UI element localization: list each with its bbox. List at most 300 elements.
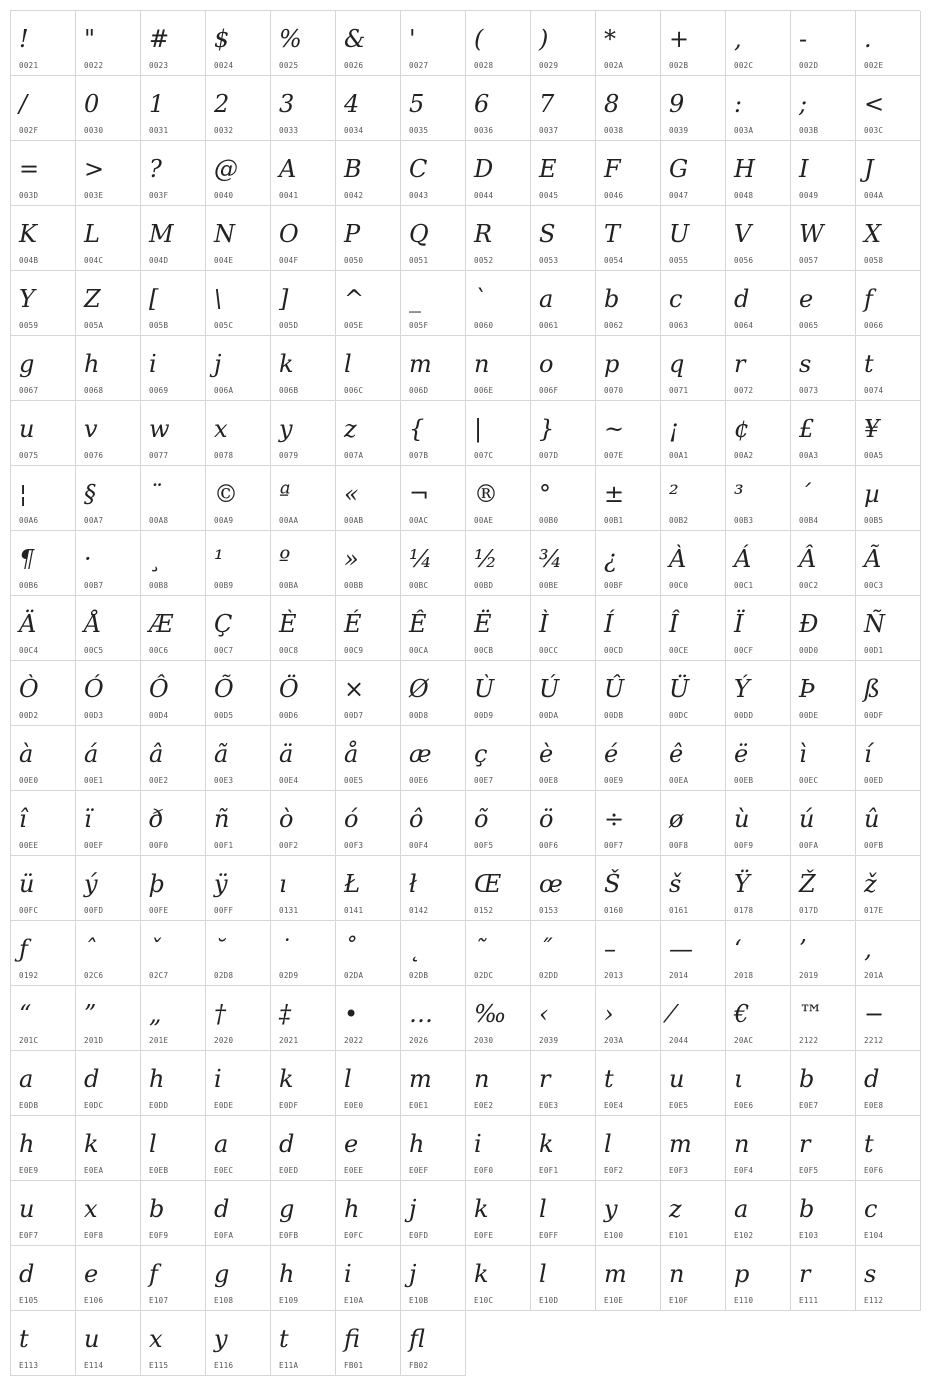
glyph-cell xyxy=(141,76,206,141)
glyph-code: 00F3 xyxy=(344,841,364,850)
glyph-char: é xyxy=(604,740,619,768)
glyph-code: E114 xyxy=(84,1361,104,1370)
glyph-cell xyxy=(76,791,141,856)
glyph-char: l xyxy=(344,1065,352,1093)
glyph-char: , xyxy=(734,25,742,53)
glyph-cell xyxy=(531,336,596,401)
glyph-cell xyxy=(466,791,531,856)
glyph-cell xyxy=(661,271,726,336)
glyph-cell xyxy=(856,1181,921,1246)
glyph-cell xyxy=(531,531,596,596)
glyph-code: 007A xyxy=(344,451,364,460)
glyph-char: ë xyxy=(734,740,749,768)
glyph-cell xyxy=(856,466,921,531)
glyph-char: Ç xyxy=(214,610,233,638)
glyph-code: E0FF xyxy=(539,1231,559,1240)
glyph-cell xyxy=(791,141,856,206)
glyph-code: 00DC xyxy=(669,711,689,720)
glyph-cell xyxy=(466,726,531,791)
glyph-code: E0DC xyxy=(84,1101,104,1110)
glyph-cell xyxy=(206,206,271,271)
glyph-char: & xyxy=(344,25,366,53)
glyph-char: h xyxy=(409,1130,425,1158)
glyph-char: ø xyxy=(669,805,684,833)
glyph-char: Ü xyxy=(669,675,690,703)
glyph-char: u xyxy=(84,1325,100,1353)
glyph-char: „ xyxy=(149,1000,162,1028)
glyph-char: t xyxy=(864,1130,874,1158)
glyph-code: 00E5 xyxy=(344,776,364,785)
glyph-code: 0040 xyxy=(214,191,234,200)
glyph-code: 0047 xyxy=(669,191,689,200)
glyph-char: h xyxy=(149,1065,165,1093)
glyph-char: < xyxy=(864,90,885,118)
glyph-code: 00B5 xyxy=(864,516,884,525)
glyph-cell xyxy=(206,401,271,466)
glyph-code: 00D2 xyxy=(19,711,39,720)
glyph-char: ã xyxy=(214,740,229,768)
glyph-code: 2019 xyxy=(799,971,819,980)
glyph-cell xyxy=(791,596,856,661)
glyph-char: Ù xyxy=(474,675,495,703)
glyph-code: E116 xyxy=(214,1361,234,1370)
glyph-cell xyxy=(466,531,531,596)
glyph-code: E115 xyxy=(149,1361,169,1370)
glyph-cell xyxy=(661,1051,726,1116)
glyph-char: + xyxy=(669,25,690,53)
glyph-code: 00D8 xyxy=(409,711,429,720)
glyph-cell xyxy=(336,531,401,596)
glyph-code: 00E9 xyxy=(604,776,624,785)
glyph-char: › xyxy=(604,1000,614,1028)
glyph-cell xyxy=(726,271,791,336)
glyph-char: × xyxy=(344,675,365,703)
glyph-char: r xyxy=(734,350,746,378)
glyph-code: E0DD xyxy=(149,1101,169,1110)
glyph-char: k xyxy=(539,1130,554,1158)
glyph-code: 00C3 xyxy=(864,581,884,590)
glyph-code: 00C2 xyxy=(799,581,819,590)
glyph-char: ñ xyxy=(214,805,230,833)
glyph-char: » xyxy=(344,545,359,573)
glyph-code: 00D0 xyxy=(799,646,819,655)
glyph-code: 00E6 xyxy=(409,776,429,785)
glyph-char: r xyxy=(539,1065,551,1093)
glyph-char: j xyxy=(214,350,222,378)
glyph-code: 0065 xyxy=(799,321,819,330)
glyph-code: 02DD xyxy=(539,971,559,980)
glyph-cell xyxy=(856,271,921,336)
glyph-char: ± xyxy=(604,480,625,508)
glyph-cell xyxy=(141,466,206,531)
glyph-cell xyxy=(726,986,791,1051)
glyph-char: Ì xyxy=(539,610,549,638)
glyph-code: 00A3 xyxy=(799,451,819,460)
glyph-char: K xyxy=(19,220,37,248)
glyph-char: d xyxy=(19,1260,35,1288)
glyph-char: è xyxy=(539,740,554,768)
glyph-cell xyxy=(661,401,726,466)
glyph-cell xyxy=(791,11,856,76)
glyph-cell xyxy=(661,206,726,271)
glyph-char: ¹ xyxy=(214,545,224,573)
glyph-cell xyxy=(661,791,726,856)
glyph-code: E0F5 xyxy=(799,1166,819,1175)
glyph-cell xyxy=(596,336,661,401)
glyph-cell xyxy=(856,531,921,596)
glyph-code: 00D1 xyxy=(864,646,884,655)
glyph-cell xyxy=(531,76,596,141)
glyph-char: Z xyxy=(84,285,101,313)
glyph-char: Þ xyxy=(799,675,816,703)
glyph-cell xyxy=(336,856,401,921)
glyph-code: 00F5 xyxy=(474,841,494,850)
glyph-char: N xyxy=(214,220,235,248)
glyph-char: d xyxy=(279,1130,295,1158)
glyph-cell xyxy=(856,336,921,401)
glyph-code: E109 xyxy=(279,1296,299,1305)
glyph-cell xyxy=(76,596,141,661)
glyph-cell xyxy=(336,661,401,726)
glyph-cell xyxy=(661,466,726,531)
glyph-char: k xyxy=(84,1130,99,1158)
glyph-cell xyxy=(206,1311,271,1376)
glyph-code: 00B2 xyxy=(669,516,689,525)
glyph-cell xyxy=(271,986,336,1051)
glyph-cell xyxy=(271,466,336,531)
glyph-cell xyxy=(596,141,661,206)
glyph-char: = xyxy=(19,155,40,183)
glyph-cell xyxy=(791,336,856,401)
glyph-char: C xyxy=(409,155,428,183)
glyph-char: f xyxy=(149,1260,158,1288)
glyph-cell xyxy=(596,921,661,986)
glyph-code: 0028 xyxy=(474,61,494,70)
glyph-cell xyxy=(466,76,531,141)
glyph-cell xyxy=(856,726,921,791)
glyph-code: 00E0 xyxy=(19,776,39,785)
glyph-code: 0024 xyxy=(214,61,234,70)
glyph-code: E100 xyxy=(604,1231,624,1240)
glyph-cell xyxy=(596,1051,661,1116)
glyph-cell xyxy=(271,1246,336,1311)
glyph-code: E112 xyxy=(864,1296,884,1305)
glyph-char: ® xyxy=(474,480,498,508)
glyph-code: 005F xyxy=(409,321,429,330)
glyph-code: E0E1 xyxy=(409,1101,429,1110)
glyph-cell xyxy=(336,1246,401,1311)
glyph-char: ˚ xyxy=(344,935,356,963)
glyph-cell xyxy=(336,596,401,661)
glyph-cell xyxy=(206,531,271,596)
glyph-char: Ö xyxy=(279,675,299,703)
glyph-code: E0DB xyxy=(19,1101,39,1110)
glyph-char: á xyxy=(84,740,99,768)
glyph-code: 2212 xyxy=(864,1036,884,1045)
glyph-cell xyxy=(466,206,531,271)
glyph-code: 00FD xyxy=(84,906,104,915)
glyph-char: ⁄ xyxy=(669,1000,674,1028)
glyph-grid xyxy=(10,10,920,1376)
glyph-cell xyxy=(11,726,76,791)
glyph-char: î xyxy=(19,805,27,833)
glyph-code: E0E0 xyxy=(344,1101,364,1110)
glyph-code: 02DC xyxy=(474,971,494,980)
glyph-cell xyxy=(206,791,271,856)
glyph-cell xyxy=(531,726,596,791)
glyph-code: 0035 xyxy=(409,126,429,135)
glyph-cell xyxy=(271,596,336,661)
glyph-code: E111 xyxy=(799,1296,819,1305)
glyph-char: q xyxy=(669,350,685,378)
glyph-cell xyxy=(596,531,661,596)
glyph-code: E0FC xyxy=(344,1231,364,1240)
glyph-cell xyxy=(596,726,661,791)
glyph-char: ù xyxy=(734,805,750,833)
glyph-char: l xyxy=(604,1130,612,1158)
glyph-cell xyxy=(596,206,661,271)
glyph-cell xyxy=(76,11,141,76)
glyph-code: 002B xyxy=(669,61,689,70)
glyph-char: ½ xyxy=(474,545,498,573)
glyph-cell xyxy=(531,401,596,466)
glyph-code: 002A xyxy=(604,61,624,70)
glyph-cell xyxy=(726,11,791,76)
glyph-cell xyxy=(141,1246,206,1311)
glyph-code: 0142 xyxy=(409,906,429,915)
glyph-char: Ã xyxy=(864,545,882,573)
glyph-cell xyxy=(401,401,466,466)
glyph-code: 00EF xyxy=(84,841,104,850)
glyph-cell xyxy=(76,206,141,271)
glyph-cell xyxy=(271,661,336,726)
glyph-code: 201E xyxy=(149,1036,169,1045)
glyph-code: 0029 xyxy=(539,61,559,70)
glyph-cell xyxy=(596,76,661,141)
glyph-code: 00D3 xyxy=(84,711,104,720)
glyph-cell xyxy=(76,856,141,921)
glyph-char: V xyxy=(734,220,752,248)
glyph-cell xyxy=(726,921,791,986)
glyph-cell xyxy=(336,726,401,791)
glyph-code: 00BB xyxy=(344,581,364,590)
glyph-char: Ø xyxy=(409,675,429,703)
glyph-code: 00F8 xyxy=(669,841,689,850)
glyph-char: S xyxy=(539,220,556,248)
glyph-cell xyxy=(726,726,791,791)
glyph-code: E113 xyxy=(19,1361,39,1370)
glyph-char: œ xyxy=(539,870,563,898)
glyph-char: ¡ xyxy=(669,415,679,443)
glyph-code: 00F9 xyxy=(734,841,754,850)
glyph-code: 006A xyxy=(214,386,234,395)
glyph-char: n xyxy=(734,1130,750,1158)
glyph-code: 005D xyxy=(279,321,299,330)
glyph-char: o xyxy=(539,350,554,378)
glyph-char: k xyxy=(474,1260,489,1288)
glyph-code: E0F3 xyxy=(669,1166,689,1175)
glyph-cell xyxy=(726,596,791,661)
glyph-code: 00DA xyxy=(539,711,559,720)
glyph-cell xyxy=(206,1051,271,1116)
glyph-cell xyxy=(856,76,921,141)
glyph-cell xyxy=(401,271,466,336)
glyph-char: Ñ xyxy=(864,610,885,638)
glyph-cell xyxy=(76,1116,141,1181)
glyph-cell xyxy=(141,1181,206,1246)
glyph-code: E10B xyxy=(409,1296,429,1305)
glyph-char: ‰ xyxy=(474,1000,507,1028)
glyph-code: E102 xyxy=(734,1231,754,1240)
glyph-char: 5 xyxy=(409,90,425,118)
glyph-char: Ô xyxy=(149,675,169,703)
glyph-code: 00D7 xyxy=(344,711,364,720)
glyph-code: 005A xyxy=(84,321,104,330)
glyph-cell xyxy=(206,336,271,401)
glyph-code: 0192 xyxy=(19,971,39,980)
glyph-char: t xyxy=(864,350,874,378)
glyph-char: « xyxy=(344,480,359,508)
glyph-cell xyxy=(661,921,726,986)
glyph-cell xyxy=(661,11,726,76)
glyph-code: 002C xyxy=(734,61,754,70)
glyph-char: ι xyxy=(734,1065,744,1093)
glyph-char: a xyxy=(19,1065,34,1093)
glyph-cell xyxy=(856,1051,921,1116)
glyph-char: ( xyxy=(474,25,484,53)
glyph-code: 0030 xyxy=(84,126,104,135)
glyph-cell xyxy=(271,11,336,76)
glyph-code: 2013 xyxy=(604,971,624,980)
glyph-cell xyxy=(271,76,336,141)
glyph-code: 0068 xyxy=(84,386,104,395)
glyph-code: 0060 xyxy=(474,321,494,330)
glyph-char: ´ xyxy=(799,480,811,508)
glyph-cell xyxy=(596,11,661,76)
glyph-code: 00FA xyxy=(799,841,819,850)
glyph-cell xyxy=(791,661,856,726)
glyph-cell xyxy=(401,1246,466,1311)
glyph-code: 00C6 xyxy=(149,646,169,655)
glyph-char: ò xyxy=(279,805,294,833)
glyph-code: 2030 xyxy=(474,1036,494,1045)
glyph-code: E0E4 xyxy=(604,1101,624,1110)
glyph-code: 00C4 xyxy=(19,646,39,655)
glyph-code: 007D xyxy=(539,451,559,460)
glyph-char: Ä xyxy=(19,610,37,638)
glyph-cell xyxy=(531,1246,596,1311)
glyph-code: 0054 xyxy=(604,256,624,265)
glyph-char: l xyxy=(149,1130,157,1158)
glyph-code: 004E xyxy=(214,256,234,265)
glyph-char: à xyxy=(19,740,34,768)
glyph-char: n xyxy=(474,1065,490,1093)
glyph-cell xyxy=(596,986,661,1051)
glyph-char: Œ xyxy=(474,870,502,898)
glyph-code: 00B6 xyxy=(19,581,39,590)
glyph-char: í xyxy=(864,740,872,768)
glyph-cell xyxy=(401,856,466,921)
glyph-char: ı xyxy=(279,870,287,898)
glyph-cell xyxy=(206,1181,271,1246)
glyph-char: Ê xyxy=(409,610,427,638)
glyph-char: n xyxy=(669,1260,685,1288)
glyph-cell xyxy=(11,1246,76,1311)
glyph-char: i xyxy=(344,1260,352,1288)
glyph-char: ÿ xyxy=(214,870,228,898)
glyph-cell xyxy=(401,661,466,726)
glyph-code: FB02 xyxy=(409,1361,429,1370)
glyph-char: 8 xyxy=(604,90,620,118)
glyph-cell xyxy=(206,596,271,661)
glyph-code: 003E xyxy=(84,191,104,200)
glyph-char: ˜ xyxy=(474,935,486,963)
glyph-code: 00AB xyxy=(344,516,364,525)
glyph-code: 2014 xyxy=(669,971,689,980)
glyph-code: 006E xyxy=(474,386,494,395)
glyph-char: e xyxy=(84,1260,99,1288)
glyph-cell xyxy=(466,1051,531,1116)
glyph-code: E0EA xyxy=(84,1166,104,1175)
glyph-code: 003A xyxy=(734,126,754,135)
glyph-cell xyxy=(11,336,76,401)
glyph-code: 0046 xyxy=(604,191,624,200)
glyph-char: J xyxy=(864,155,874,183)
glyph-char: ƒ xyxy=(19,935,28,963)
glyph-cell xyxy=(726,1116,791,1181)
glyph-char: ³ xyxy=(734,480,744,508)
glyph-code: 20AC xyxy=(734,1036,754,1045)
glyph-code: 00FC xyxy=(19,906,39,915)
glyph-char: Ž xyxy=(799,870,816,898)
glyph-cell xyxy=(141,531,206,596)
glyph-char: ¶ xyxy=(19,545,35,573)
glyph-cell xyxy=(206,856,271,921)
glyph-cell xyxy=(206,271,271,336)
glyph-code: 0052 xyxy=(474,256,494,265)
glyph-code: 00E2 xyxy=(149,776,169,785)
glyph-code: 0023 xyxy=(149,61,169,70)
glyph-char: M xyxy=(149,220,174,248)
glyph-cell xyxy=(856,1116,921,1181)
glyph-char: l xyxy=(539,1260,547,1288)
glyph-cell xyxy=(791,206,856,271)
glyph-char: c xyxy=(864,1195,878,1223)
glyph-char: Y xyxy=(19,285,35,313)
glyph-cell xyxy=(531,1051,596,1116)
glyph-char: ž xyxy=(864,870,877,898)
glyph-char: k xyxy=(474,1195,489,1223)
glyph-cell xyxy=(401,1051,466,1116)
glyph-char: Ò xyxy=(19,675,39,703)
glyph-cell xyxy=(531,661,596,726)
glyph-char: Ë xyxy=(474,610,492,638)
glyph-char: t xyxy=(19,1325,29,1353)
glyph-cell xyxy=(336,1116,401,1181)
glyph-cell xyxy=(76,466,141,531)
glyph-code: 00AC xyxy=(409,516,429,525)
glyph-code: 0058 xyxy=(864,256,884,265)
glyph-code: 017E xyxy=(864,906,884,915)
glyph-code: 00D5 xyxy=(214,711,234,720)
glyph-code: 0043 xyxy=(409,191,429,200)
glyph-char: ‹ xyxy=(539,1000,549,1028)
glyph-cell xyxy=(271,271,336,336)
glyph-code: E10E xyxy=(604,1296,624,1305)
glyph-cell xyxy=(661,1246,726,1311)
glyph-char: u xyxy=(19,415,35,443)
glyph-cell xyxy=(271,856,336,921)
